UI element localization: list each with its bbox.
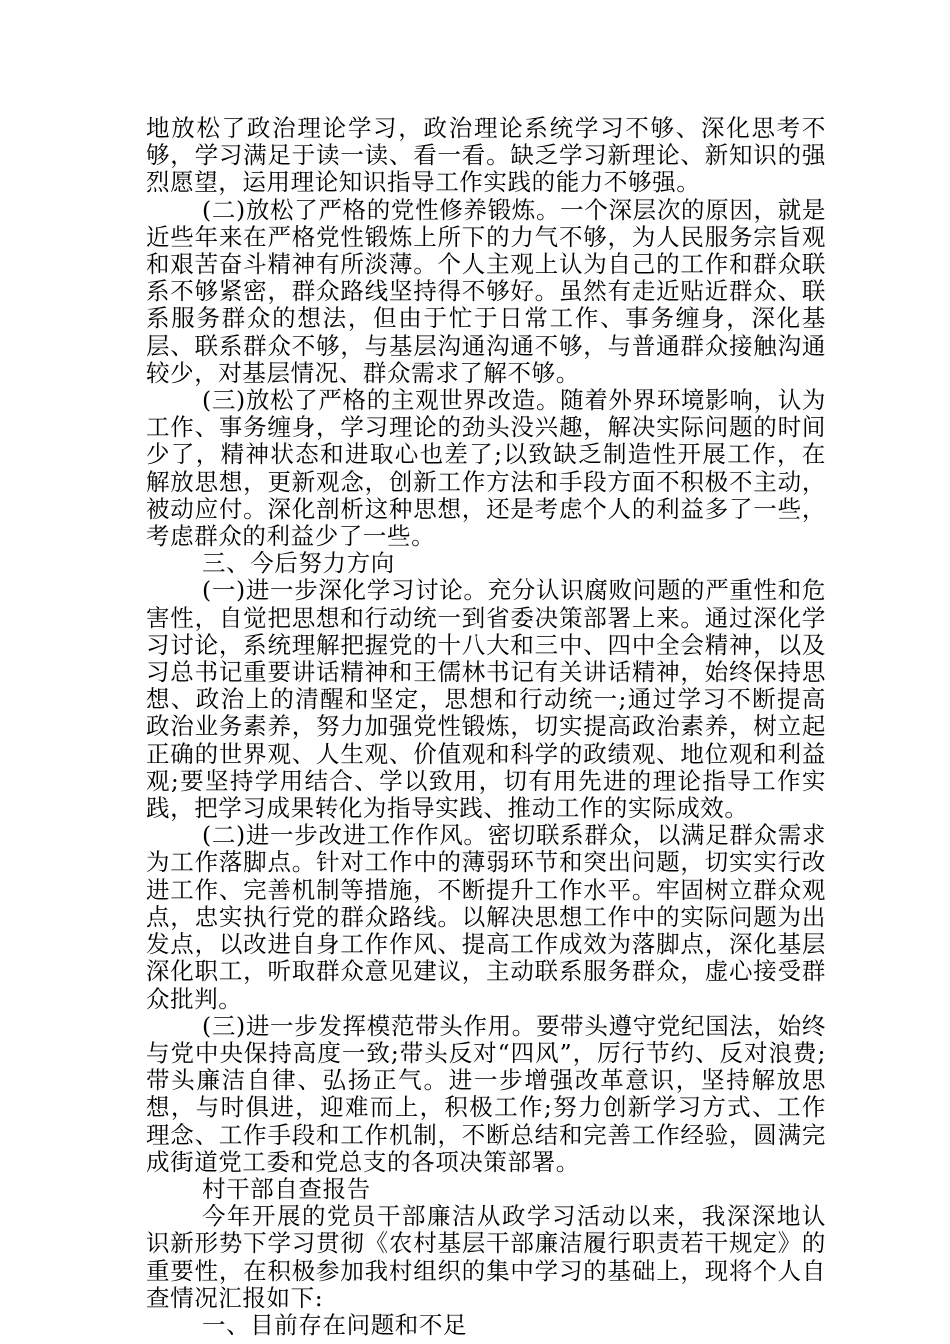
report-title: 村干部自查报告 — [202, 1174, 371, 1203]
paragraph-2: (二)放松了严格的党性修养锻炼。一个深层次的原因，就是近些年来在严格党性锻炼上所下的力气不够，为人民服务宗旨观和艰苦奋斗精神有所淡薄。个人主观上认为自己的工作和群众联系不够紧密，群众路线坚持得不够好。虽然有走近贴近群众、联系服务群众的想法，但由于忙于日常工作、事务缠身，深化基层、联系群众不够，与基层沟通沟通不够，与普通群众接触沟通较少，对基层情况、群众需求了解不够。 — [146, 195, 826, 387]
paragraph-5: (一)进一步深化学习讨论。充分认识腐败问题的严重性和危害性，自觉把思想和行动统一到省委决策部署上来。通过深化学习讨论，系统理解把握党的十八大和三中、四中全会精神，以及习总书记重要讲话精神和王儒林书记有关讲话精神，始终保持思想、政治上的清醒和坚定，思想和行动统一;通过学习不断提高政治业务素养，努力加强党性锻炼，切实提高政治素养，树立起正确的世界观、人生观、价值观和科学的政绩观、地位观和利益观;要坚持学用结合、学以致用，切有用先进的理论指导工作实践，把学习成果转化为指导实践、推动工作的实际成效。 — [146, 576, 826, 823]
paragraph-3: (三)放松了严格的主观世界改造。随着外界环境影响，认为工作、事务缠身，学习理论的劲头没兴趣，解决实际问题的时间少了，精神状态和进取心也差了;以致缺乏制造性开展工作，在解放思想，更新观念，创新工作方法和手段方面不积极不主动，被动应付。深化剖析这种思想，还是考虑个人的利益多了一些，考虑群众的利益少了一些。 — [146, 386, 826, 551]
document-page — [146, 115, 826, 1339]
paragraph-6: (二)进一步改进工作作风。密切联系群众，以满足群众需求为工作落脚点。针对工作中的薄弱环节和突出问题，切实实行改进工作、完善机制等措施，不断提升工作水平。牢固树立群众观点，忠实执行党的群众路线。以解决思想工作中的实际问题为出发点，以改进自身工作作风、提高工作成效为落脚点，深化基层深化职工，听取群众意见建议，主动联系服务群众，虚心接受群众批判。 — [146, 821, 826, 1013]
paragraph-9: 今年开展的党员干部廉洁从政学习活动以来，我深深地认识新形势下学习贯彻《农村基层干部廉洁履行职责若干规定》的重要性，在积极参加我村组织的集中学习的基础上，现将个人自查情况汇报如下: — [146, 1202, 826, 1312]
section-heading-1: 一、目前存在问题和不足 — [202, 1310, 468, 1339]
paragraph-1: 地放松了政治理论学习，政治理论系统学习不够、深化思考不够，学习满足于读一读、看一看。缺乏学习新理论、新知识的强烈愿望，运用理论知识指导工作实践的能力不够强。 — [146, 114, 826, 197]
section-heading-3: 三、今后努力方向 — [202, 549, 395, 578]
paragraph-7: (三)进一步发挥模范带头作用。要带头遵守党纪国法，始终与党中央保持高度一致;带头反对“四风”，厉行节约、反对浪费;带头廉洁自律、弘扬正气。进一步增强改革意识，坚持解放思想，与时俱进，迎难而上，积极工作;努力创新学习方式、工作理念、工作手段和工作机制，不断总结和完善工作经验，圆满完成街道党工委和党总支的各项决策部署。 — [146, 1011, 826, 1176]
